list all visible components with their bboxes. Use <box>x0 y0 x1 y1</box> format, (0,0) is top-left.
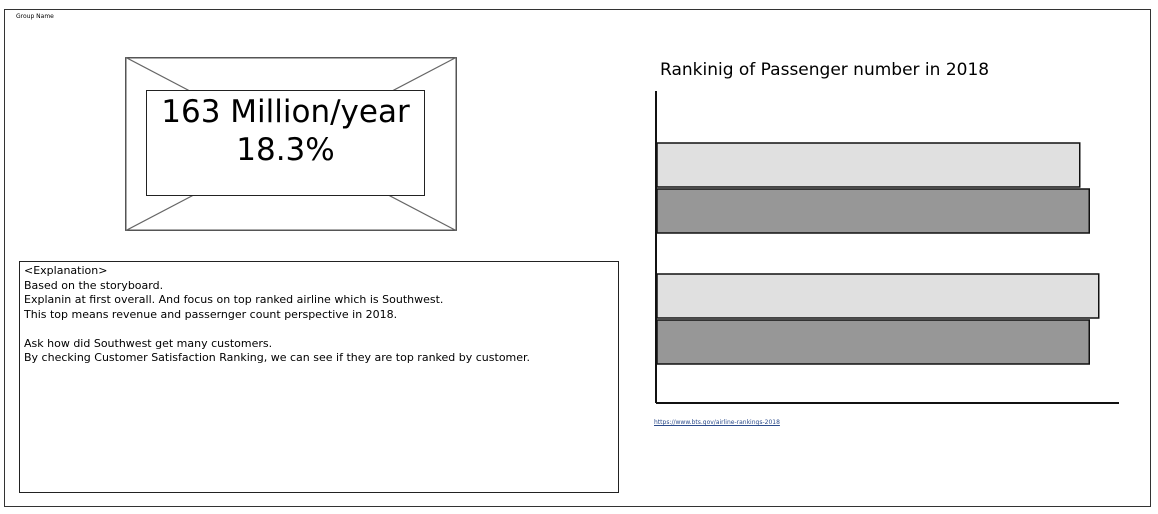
explanation-line <box>24 322 614 337</box>
chart-title: Rankinig of Passenger number in 2018 <box>660 60 990 80</box>
bar-4 <box>657 320 1089 364</box>
hero-stat-share: 18.3% <box>236 132 335 168</box>
explanation-line: <Explanation> <box>24 264 108 277</box>
bar-chart <box>640 85 1130 410</box>
explanation-line: Explanin at first overall. And focus on top ranked airline which is Southwest. <box>24 293 444 306</box>
explanation-line: Based on the storyboard. <box>24 278 164 292</box>
bar-3 <box>657 274 1099 318</box>
explanation-line: This top means revenue and passernger count perspective in 2018. <box>24 307 398 321</box>
hero-stat-box <box>146 90 425 196</box>
explanation-textbox <box>19 261 619 493</box>
source-link[interactable]: https://www.bts.gov/airline-rankings-2018 <box>654 419 780 426</box>
hero-stat-passengers: 163 Million/year <box>161 94 410 130</box>
bar-1 <box>657 143 1080 187</box>
explanation-line: By checking Customer Satisfaction Ranking, we can see if they are top ranked by customer. <box>24 351 531 364</box>
group-name-label: Group Name <box>16 13 54 20</box>
bar-2 <box>657 189 1089 233</box>
explanation-line: Ask how did Southwest get many customers. <box>24 336 273 350</box>
